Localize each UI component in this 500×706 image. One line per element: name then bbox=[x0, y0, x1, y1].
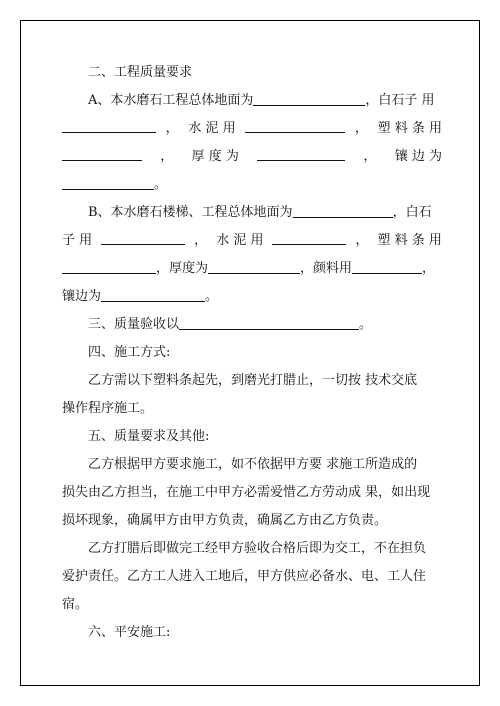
section-heading-construction: 四、施工方式: bbox=[88, 345, 171, 360]
other-para2-line-3: 宿。 bbox=[62, 597, 89, 612]
comma: ， bbox=[355, 233, 369, 248]
plastic-strip-blank[interactable] bbox=[62, 148, 142, 161]
edging-blank[interactable] bbox=[62, 177, 154, 190]
construction-text-line-1: 乙方需以下塑料条起先，到磨光打腊止，一切按 技术交底 bbox=[88, 373, 418, 388]
cement-label: 水 泥 用 bbox=[188, 121, 236, 136]
other-para2-line-2: 爱护责任。乙方工人进入工地后，甲方供应必备水、电、工人住 bbox=[62, 569, 427, 584]
clause-b-line-2 bbox=[62, 232, 442, 250]
acceptance-line bbox=[88, 316, 372, 334]
stair-cement-blank[interactable] bbox=[272, 232, 346, 245]
clause-b-line-3 bbox=[62, 260, 435, 278]
stair-thickness-blank[interactable] bbox=[208, 261, 300, 274]
comma: ， bbox=[363, 149, 377, 164]
edging-label: 镶边为 bbox=[62, 289, 102, 304]
period: 。 bbox=[154, 177, 168, 192]
clause-b-line-1 bbox=[88, 204, 432, 222]
clause-b-label: B、本水磨石楼梯、工程总体地面为 bbox=[88, 205, 293, 220]
other-para1-line-2: 损失由乙方担当，在施工中甲方必需爱惜乙方劳动成 果，如出现 bbox=[62, 485, 431, 500]
period: 。 bbox=[359, 317, 373, 332]
plastic-strip-label: 塑 料 条 用 bbox=[377, 121, 442, 136]
edging-label: 镶 边 为 bbox=[394, 149, 442, 164]
comma: ， bbox=[160, 149, 174, 164]
thickness-label: 厚 度 为 bbox=[191, 149, 239, 164]
other-para1-line-1: 乙方根据甲方要求施工，如不依据甲方要 求施工所造成的 bbox=[88, 457, 418, 472]
stair-white-stone-blank[interactable] bbox=[101, 232, 185, 245]
comma: ， bbox=[422, 261, 436, 276]
other-para1-line-3: 损坏现象，确属甲方由甲方负责，确属乙方由乙方负责。 bbox=[62, 513, 388, 528]
construction-text-line-2: 操作程序施工。 bbox=[62, 401, 154, 416]
cement-blank[interactable] bbox=[245, 120, 345, 133]
comma: ， bbox=[194, 233, 208, 248]
clause-b-white-stone-label: ，白石 bbox=[392, 205, 432, 220]
clause-b-line-4 bbox=[62, 288, 218, 306]
acceptance-label: 三、质量验收以 bbox=[88, 317, 180, 332]
acceptance-standard-blank[interactable] bbox=[179, 317, 359, 330]
other-para2-line-1: 乙方打腊后即做完工经甲方验收合格后即为交工，不在担负 bbox=[88, 541, 427, 556]
thickness-label: ，厚度为 bbox=[156, 261, 209, 276]
floor-area-blank[interactable] bbox=[253, 93, 365, 106]
clause-a-line-2 bbox=[62, 120, 442, 138]
plastic-strip-label: 塑 料 条 用 bbox=[377, 233, 442, 248]
clause-a-label: A、本水磨石工程总体地面为 bbox=[88, 93, 254, 108]
comma: ， bbox=[354, 121, 368, 136]
cement-label: 水 泥 用 bbox=[216, 233, 264, 248]
pigment-label: ，颜料用 bbox=[300, 261, 353, 276]
thickness-blank[interactable] bbox=[257, 148, 345, 161]
clause-a-line-1 bbox=[88, 92, 435, 110]
clause-a-line-4 bbox=[62, 176, 167, 194]
clause-a-white-stone-label: ，白石子 用 bbox=[365, 93, 435, 108]
stair-plastic-strip-blank[interactable] bbox=[62, 261, 156, 274]
comma: ， bbox=[165, 121, 179, 136]
white-stone-blank[interactable] bbox=[62, 120, 156, 133]
section-heading-safety: 六、平安施工: bbox=[88, 625, 171, 640]
clause-a-line-3 bbox=[62, 148, 442, 166]
section-heading-other: 五、质量要求及其他: bbox=[88, 429, 210, 444]
white-stone-use-label: 子 用 bbox=[62, 233, 93, 248]
section-heading-quality: 二、工程质量要求 bbox=[88, 65, 193, 80]
stair-area-blank[interactable] bbox=[293, 205, 393, 218]
period: 。 bbox=[205, 289, 219, 304]
stair-edging-blank[interactable] bbox=[101, 289, 205, 302]
pigment-blank[interactable] bbox=[352, 261, 422, 274]
